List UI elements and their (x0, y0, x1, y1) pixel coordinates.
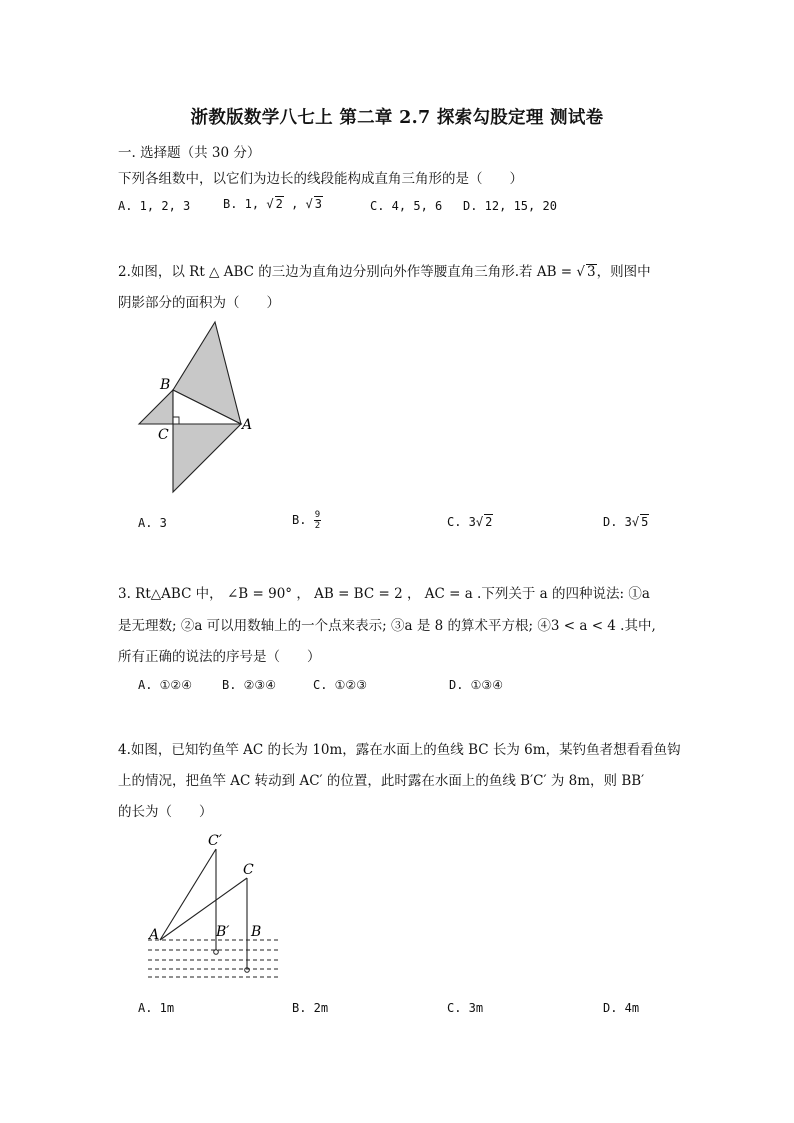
q1-option-c[interactable]: C. 4, 5, 6 (370, 199, 443, 213)
q1-option-b-comma: , (291, 197, 299, 211)
q2-option-c[interactable] (447, 514, 493, 529)
fraction-denominator: 2 (314, 521, 321, 531)
label-b: B (251, 924, 262, 940)
shaded-triangle-bottom (173, 424, 241, 492)
q1-option-d[interactable]: D. 12, 15, 20 (463, 199, 557, 213)
q3-option-a[interactable]: A. ①②④ (138, 678, 192, 692)
q3-option-c[interactable]: C. ①②③ (313, 678, 367, 692)
sqrt-symbol-icon: √ (576, 264, 586, 280)
q2-option-c-prefix: C. 3 (447, 515, 476, 529)
q2-stem-line2: 阴影部分的面积为（ ） (118, 295, 280, 311)
q3-stem-line2: 是无理数; ②a 可以用数轴上的一个点来表示; ③a 是 8 的算术平方根; ④3 < a < 4 .其中, (118, 618, 656, 634)
label-b-prime: B′ (216, 924, 230, 940)
q1-option-b[interactable] (223, 196, 323, 211)
q4-stem-line2: 上的情况，把鱼竿 AC 转动到 AC′ 的位置，此时露在水面上的鱼线 B′C′ 为 8m，则 BB′ (118, 773, 645, 789)
q4-option-a[interactable]: A. 1m (138, 1001, 175, 1015)
q2-triangle-figure (130, 318, 270, 498)
q2-option-d-radicand: 5 (641, 515, 649, 529)
q2-option-c-radicand: 2 (485, 515, 493, 529)
q2-option-d-prefix: D. 3 (603, 515, 632, 529)
rod-ac-prime (160, 849, 216, 940)
q3-option-d[interactable]: D. ①③④ (449, 678, 503, 692)
q2-option-b-prefix: B. (292, 513, 307, 527)
shaded-triangle-left (139, 390, 173, 424)
fraction-numerator: 9 (314, 510, 321, 520)
label-c: C (243, 862, 254, 878)
sqrt-symbol-icon: √ (266, 197, 274, 211)
q4-option-b[interactable]: B. 2m (292, 1001, 329, 1015)
page-title: 浙教版数学八七上 第二章 2.7 探索勾股定理 测试卷 (190, 108, 604, 128)
label-c-prime: C′ (208, 833, 222, 849)
rod-ac (160, 878, 247, 940)
q2-stem-line1-a: 2.如图，以 Rt △ ABC 的三边为直角边分别向外作等腰直角三角形.若 AB = (118, 264, 573, 280)
q1-option-b-radicand-1: 2 (275, 197, 283, 211)
q3-stem-line3: 所有正确的说法的序号是（ ） (118, 649, 321, 665)
sqrt-symbol-icon: √ (631, 515, 640, 529)
q2-stem-line1-b: ，则图中 (596, 264, 651, 280)
q2-stem-line1 (118, 260, 651, 280)
q4-fishing-rod-figure (140, 826, 300, 986)
label-a: A (149, 927, 160, 943)
q1-option-a[interactable]: A. 1, 2, 3 (118, 199, 191, 213)
q1-option-b-radicand-2: 3 (314, 197, 322, 211)
q3-stem-line1: 3. Rt△ABC 中， ∠B = 90° ， AB = BC = 2 ， AC = a .下列关于 a 的四种说法: ①a (118, 586, 650, 602)
q2-option-b[interactable] (292, 510, 321, 531)
label-c: C (158, 427, 169, 443)
q2-option-d[interactable] (603, 514, 649, 529)
label-b: B (160, 377, 171, 393)
q4-option-c[interactable]: C. 3m (447, 1001, 484, 1015)
q2-option-b-fraction (314, 510, 321, 531)
section-heading: 一. 选择题（共 30 分） (118, 145, 261, 161)
label-a: A (242, 417, 253, 433)
sqrt-symbol-icon: √ (475, 515, 484, 529)
q1-option-b-prefix: B. 1, (223, 197, 260, 211)
q4-stem-line3: 的长为（ ） (118, 804, 213, 820)
q3-option-b[interactable]: B. ②③④ (222, 678, 276, 692)
q4-option-d[interactable]: D. 4m (603, 1001, 640, 1015)
q2-stem-radicand: 3 (587, 264, 596, 280)
q2-option-a[interactable]: A. 3 (138, 516, 167, 530)
sqrt-symbol-icon: √ (305, 197, 313, 211)
q1-stem: 下列各组数中，以它们为边长的线段能构成直角三角形的是（ ） (118, 171, 523, 187)
q4-stem-line1: 4.如图，已知钓鱼竿 AC 的长为 10m，露在水面上的鱼线 BC 长为 6m，某钓鱼者想看看鱼钩 (118, 742, 681, 758)
hook-b-icon (245, 968, 250, 973)
